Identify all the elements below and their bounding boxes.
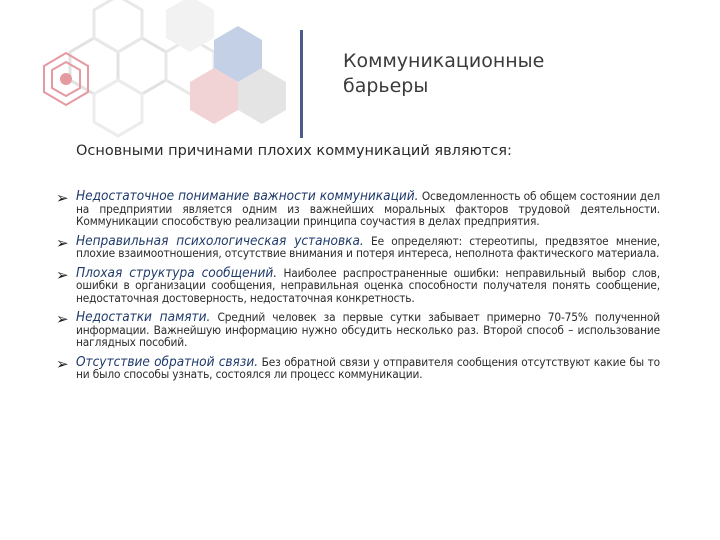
bullet-item [56, 190, 660, 228]
bullet-paragraph [76, 232, 660, 260]
hexagon-shape [166, 0, 214, 52]
bullet-heading: Недостатки памяти. [76, 309, 211, 325]
slide-title-line2: барьеры [343, 75, 429, 97]
bullet-item [56, 232, 660, 260]
hexagon-shape [94, 80, 142, 136]
bullet-heading: Плохая структура сообщений. [76, 264, 278, 281]
arrow-bullet-icon: ➢ [56, 233, 69, 252]
bullet-item [56, 311, 660, 349]
bullet-heading: Недостаточное понимание важности коммуникаций. [76, 188, 419, 204]
title-divider [300, 30, 303, 138]
bullet-text: Средний человек за первые сутки забывает примерно 70-75% полученной информации. Важнейшую информацию нужно обсудить несколько раз. Второй способ – использование наглядных пособий. [76, 310, 660, 349]
bullet-item [56, 353, 660, 381]
bullet-text: Без обратной связи у отправителя сообщения отсутствуют какие бы то ни было способы узнать, состоялся ли процесс коммуникации. [76, 354, 660, 381]
hexagon-shape [60, 73, 72, 85]
intro-text: Основными причинами плохих коммуникаций являются: [76, 143, 512, 159]
bullet-paragraph [76, 264, 660, 305]
arrow-bullet-icon: ➢ [56, 310, 69, 328]
hexagon-decoration [0, 0, 300, 140]
bullet-text: Осведомленность об общем состоянии дел на предприятии является одним из важнейших моральных факторов трудовой деятельности. Коммуникации способствую реализации принципа соучастия в делах предприятия. [76, 189, 660, 228]
bullet-paragraph [76, 190, 660, 228]
slide-title [343, 49, 544, 99]
slide-title-line1: Коммуникационные [343, 50, 545, 72]
bullet-item [56, 264, 660, 305]
bullet-heading: Неправильная психологическая установка. [76, 232, 364, 249]
arrow-bullet-icon: ➢ [56, 189, 69, 207]
hexagon-shape [94, 0, 142, 52]
bullet-list [56, 190, 660, 388]
bullet-paragraph [76, 353, 660, 381]
arrow-bullet-icon: ➢ [56, 354, 69, 373]
bullet-paragraph [76, 311, 660, 349]
bullet-text: Наиболее распространенные ошибки: неправильный выбор слов, ошибки в организации сообщения, неправильная оценка способности получателя понять сообщение, недостаточная достоверность, недостаточная конкретность. [76, 265, 660, 305]
arrow-bullet-icon: ➢ [56, 265, 69, 284]
bullet-text: Ее определяют: стереотипы, предвзятое мнение, плохие взаимоотношения, отсутствие внимания и потеря интереса, неполнота фактического материала. [76, 233, 660, 260]
bullet-heading: Отсутствие обратной связи. [76, 353, 259, 370]
